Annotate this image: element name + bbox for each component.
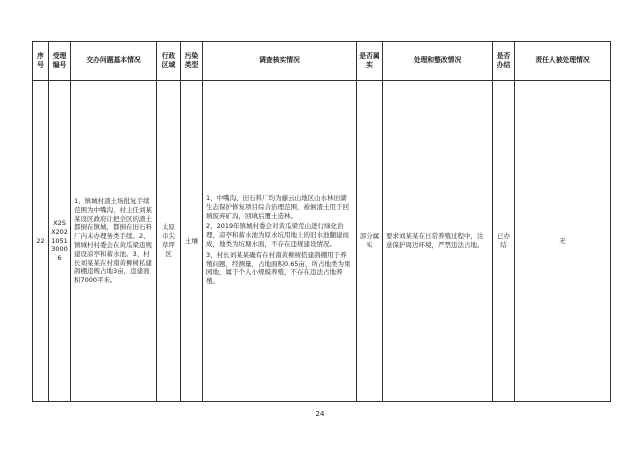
- header-row: [33, 42, 611, 81]
- cell-closed: 已办结: [493, 81, 515, 402]
- cell-investigation: [203, 81, 357, 402]
- cell-verified: 部分属实: [357, 81, 383, 402]
- investigation-item-3: 3、村长刘某某确有在村南黄柳树搭建鸽棚用于养殖问题，经测量，占地面积0.65亩，所占地类为果园地，属于个人小规模养殖，不存在违法占地养殖。: [206, 250, 351, 286]
- header-region: 行政区域: [157, 42, 181, 81]
- cell-seq: 22: [33, 81, 49, 402]
- cell-handling: 要求刘某某在日常养殖过程中，注意保护周边环境，严禁违法占地。: [383, 81, 493, 402]
- table-row: [33, 81, 611, 402]
- header-verified: 是否属实: [357, 42, 383, 81]
- case-table: [32, 41, 611, 402]
- page-number: 24: [315, 410, 325, 418]
- investigation-item-1: 1、中嘴沟、田石料厂均为藤云山地区山水林田湖生态保护修复项目综合治理范围，被倒渣土用于回填废弃矿沟，回填后覆土造林。: [206, 194, 349, 220]
- header-closed: 是否办结: [493, 42, 515, 81]
- cell-accountability: 无: [515, 81, 611, 402]
- cell-region: 太原市尖草坪区: [157, 81, 181, 402]
- cell-case-no: X2SX202105130006: [49, 81, 71, 402]
- investigation-item-2: 2、2019年镇城村委会对黄瓜梁荒山进行绿化治理，凉亭和蓄水池为原水坑用地上的旧水池翻建而成，地类为坑塘水面，不存在违规建设情况。: [206, 222, 349, 248]
- header-case-no: 受理编号: [49, 42, 71, 81]
- header-handling: 处理和整改情况: [383, 42, 493, 81]
- header-accountability: 责任人被处理情况: [515, 42, 611, 81]
- cell-issue: 1、镇城村渣土场批复手续范围为中嘴沟，村主任刘某某设区政府让把全区的渣土都倒在镇城，都倒在田石料厂内未办理务类手续。2、镇城村村委会在黄瓜梁违规建设凉亭和蓄水池。3、村长刘某某在村南黄柳树私建鸽棚违规占地3亩，违建面积7000平米。: [71, 81, 157, 402]
- cell-pollution: 土壤: [181, 81, 203, 402]
- header-investigation: 调查核实情况: [203, 42, 357, 81]
- header-issue: 交办问题基本情况: [71, 42, 157, 81]
- header-pollution: 污染类型: [181, 42, 203, 81]
- header-seq: 序号: [33, 42, 49, 81]
